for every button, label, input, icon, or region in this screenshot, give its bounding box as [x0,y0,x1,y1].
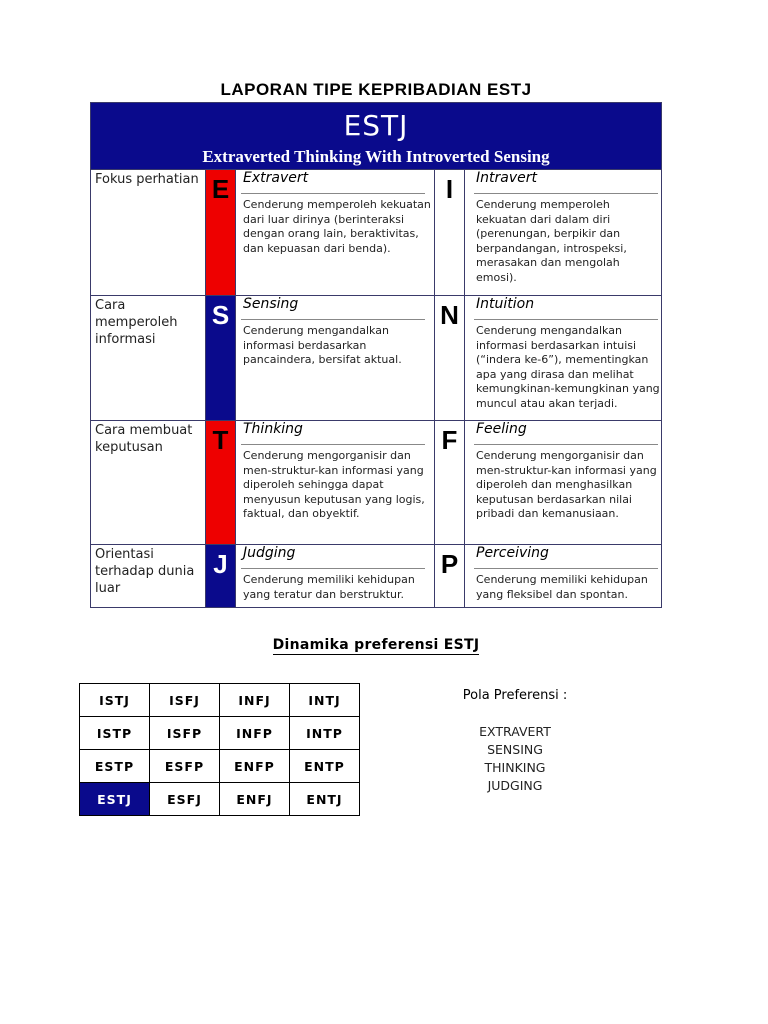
grid-cell: ISFP [150,717,220,750]
preference-item: EXTRAVERT [479,724,551,739]
preference-item: JUDGING [487,778,543,793]
trait-cell-extravert [241,170,431,295]
trait-name: Extravert [241,170,425,194]
row-cara-memperoleh-informasi [91,295,661,420]
trait-name: Intuition [474,296,658,320]
grid-cell-highlighted: ESTJ [80,783,150,816]
trait-name: Feeling [474,421,658,445]
trait-description: Cenderung mengandalkan informasi berdasarkan pancaindera, bersifat aktual. [243,324,402,366]
type-subtitle: Extraverted Thinking With Introverted Sensing [202,147,550,166]
row-cara-membuat-keputusan [91,420,661,544]
grid-cell: ENFP [220,750,290,783]
trait-name: Perceiving [474,545,658,569]
trait-cell-feeling [474,421,660,544]
grid-cell: ENTJ [290,783,360,816]
letter-cell-selected [205,545,236,607]
trait-cell-sensing [241,296,431,420]
letter-cell-selected [205,421,236,544]
trait-description: Cenderung mengorganisir dan men-struktur-kan informasi yang diperoleh dan menghasilkan keputusan berdasarkan nilai pribadi dan kemanusiaan. [476,449,657,520]
grid-cell: INFP [220,717,290,750]
trait-description: Cenderung memperoleh kekuatan dari luar dirinya (berinteraksi dengan orang lain, beraktivitas, dan kepuasan dari benda). [243,198,431,255]
type-grid [79,683,360,816]
row-fokus-perhatian [91,169,661,295]
grid-row [80,750,360,783]
letter-cell [434,296,465,420]
letter: N [440,300,459,330]
row-label: Orientasi terhadap dunia luar [95,547,195,596]
trait-cell-perceiving [474,545,660,607]
preference-pattern-title: Pola Preferensi : [462,688,568,703]
row-label: Fokus perhatian [95,172,199,187]
row-label: Cara membuat keputusan [95,423,193,455]
dynamics-title-text: Dinamika preferensi ESTJ [272,637,480,653]
grid-cell: ENFJ [220,783,290,816]
letter-cell [434,421,465,544]
trait-cell-judging [241,545,431,607]
trait-name: Intravert [474,170,658,194]
letter-cell [434,170,465,295]
grid-cell: ESFP [150,750,220,783]
trait-name: Judging [241,545,425,569]
letter: P [440,549,459,579]
type-banner [91,103,661,169]
dynamics-title [0,637,752,653]
trait-cell-intravert [474,170,660,295]
grid-cell: ISTP [80,717,150,750]
grid-cell: ISFJ [150,684,220,717]
personality-table [90,102,662,608]
grid-cell: INFJ [220,684,290,717]
letter-cell-selected [205,170,236,295]
trait-cell-intuition [474,296,660,420]
grid-cell: INTJ [290,684,360,717]
grid-cell: INTP [290,717,360,750]
trait-description: Cenderung mengandalkan informasi berdasarkan intuisi (“indera ke-6”), mementingkan apa yang dirasa dan melihat kemungkinan-kemungkinan yang muncul atau akan terjadi. [476,324,660,410]
grid-cell: ENTP [290,750,360,783]
letter: F [441,425,458,455]
grid-row [80,684,360,717]
row-label: Cara memperoleh informasi [95,298,178,347]
preference-pattern-list [415,723,615,795]
trait-cell-thinking [241,421,431,544]
letter-cell [434,545,465,607]
grid-row [80,783,360,816]
document-title: LAPORAN TIPE KEPRIBADIAN ESTJ [220,80,532,99]
trait-name: Sensing [241,296,425,320]
grid-row [80,717,360,750]
trait-description: Cenderung memiliki kehidupan yang fleksibel dan spontan. [476,573,648,601]
preference-item: THINKING [484,760,546,775]
trait-description: Cenderung memiliki kehidupan yang teratur dan berstruktur. [243,573,415,601]
trait-description: Cenderung memperoleh kekuatan dari dalam diri (perenungan, berpikir dan berpandangan, introspeksi, merasakan dan mengolah emosi). [476,198,627,284]
letter: E [211,174,230,204]
letter: T [212,425,229,455]
letter: I [445,174,454,204]
grid-cell: ISTJ [80,684,150,717]
letter-cell-selected [205,296,236,420]
type-code: ESTJ [343,109,409,142]
preference-pattern [415,688,615,795]
letter: S [211,300,230,330]
preference-item: SENSING [487,742,543,757]
letter: J [213,549,228,579]
trait-name: Thinking [241,421,425,445]
grid-cell: ESFJ [150,783,220,816]
grid-cell: ESTP [80,750,150,783]
row-orientasi-dunia-luar [91,544,661,607]
trait-description: Cenderung mengorganisir dan men-struktur-kan informasi yang diperoleh sehingga dapat menyusun keputusan yang logis, faktual, dan obyektif. [243,449,425,520]
